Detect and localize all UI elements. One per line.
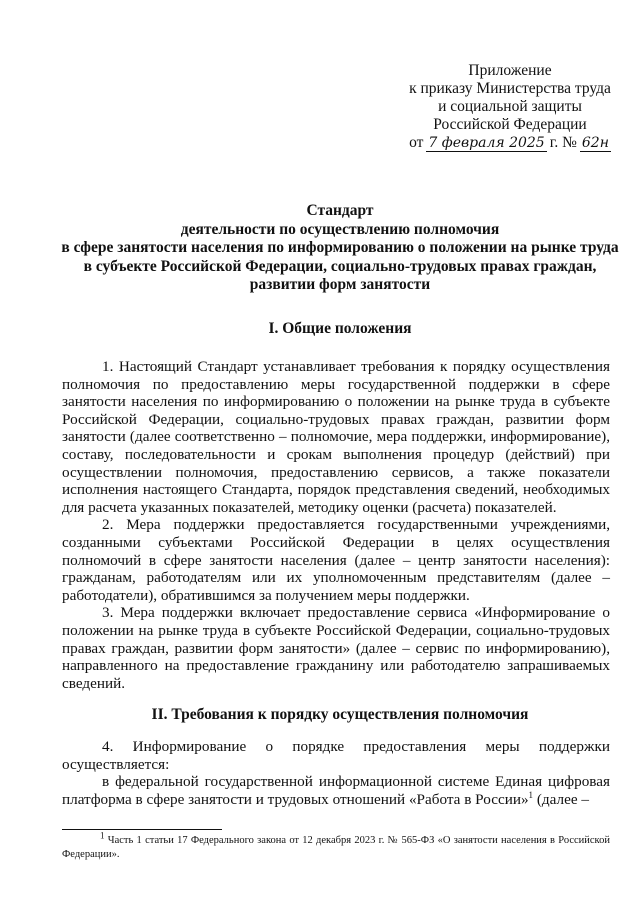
handwritten-date: 7 февраля 2025 (428, 135, 545, 151)
footnote-mark: 1 (100, 830, 105, 841)
paragraph (62, 773, 610, 808)
date-suffix: г. № (549, 134, 577, 151)
footnote-reference[interactable]: 1 (528, 789, 534, 800)
title-line: в субъекте Российской Федерации, социально-трудовых правах граждан, (83, 257, 597, 275)
appendix-line: к приказу Министерства труда (409, 80, 611, 97)
title-line: деятельности по осуществлению полномочия (180, 220, 500, 238)
paragraph: 3. Мера поддержки включает предоставление сервиса «Информирование о положении на рынке труда в субъекте Российской Федерации, социально-трудовых правах граждан, развитии форм занятости» (далее – сервис по информированию), направленного на предоставление гражданину или работодателю запрашиваемых сведений. (62, 604, 610, 692)
order-date-line (395, 134, 625, 152)
appendix-header (395, 62, 625, 152)
appendix-line: и социальной защиты (438, 98, 582, 115)
paragraph-text: в федеральной государственной информационной системе Единая цифровая платформа в сфере занятости и трудовых отношений «Работа в России» (62, 773, 610, 808)
title-line: в сфере занятости населения по информированию о положении на рынке труда (61, 239, 619, 256)
section-heading: I. Общие положения (268, 320, 412, 337)
paragraph: 2. Мера поддержки предоставляется государственными учреждениями, созданными субъектами Российской Федерации в целях осуществления полномочий в сфере занятости населения (далее – центр занятости населения): гражданам, работодателям или их уполномоченным представителям (далее – работодатели), обратившимся за получением меры поддержки. (62, 516, 610, 604)
paragraph-text-tail: (далее – (533, 790, 589, 808)
section-body (62, 738, 610, 808)
title-line: развитии форм занятости (249, 276, 431, 293)
title-line: Стандарт (306, 202, 374, 219)
footnote-text: Часть 1 статьи 17 Федерального закона от 12 декабря 2023 г. № 565-ФЗ «О занятости населения в Российской Федерации». (62, 835, 610, 860)
section-body (62, 358, 610, 692)
footnote (62, 830, 610, 861)
section-heading: II. Требования к порядку осуществления полномочия (151, 706, 529, 723)
appendix-line: Российской Федерации (433, 116, 587, 133)
date-prefix: от (409, 134, 424, 151)
handwritten-number: 62н (581, 135, 609, 151)
appendix-line: Приложение (468, 62, 552, 79)
paragraph: 4. Информирование о порядке предоставления меры поддержки осуществляется: (62, 738, 610, 773)
paragraph: 1. Настоящий Стандарт устанавливает требования к порядку осуществления полномочия по предоставлению меры государственной поддержки в сфере занятости населения по информированию о положении на рынке труда в субъекте Российской Федерации, социально-трудовых правах граждан, развитии форм занятости (далее соответственно – полномочие, мера поддержки, информирование), составу, последовательности и срокам выполнения процедур (действий) при осуществлении полномочия, предоставлению сервисов, а также показатели исполнения настоящего Стандарта, порядок представления сведений, необходимых для расчета указанных показателей, методику оценки (расчета) показателей. (62, 358, 610, 516)
document-title (40, 202, 640, 295)
footnote-divider (62, 829, 222, 830)
